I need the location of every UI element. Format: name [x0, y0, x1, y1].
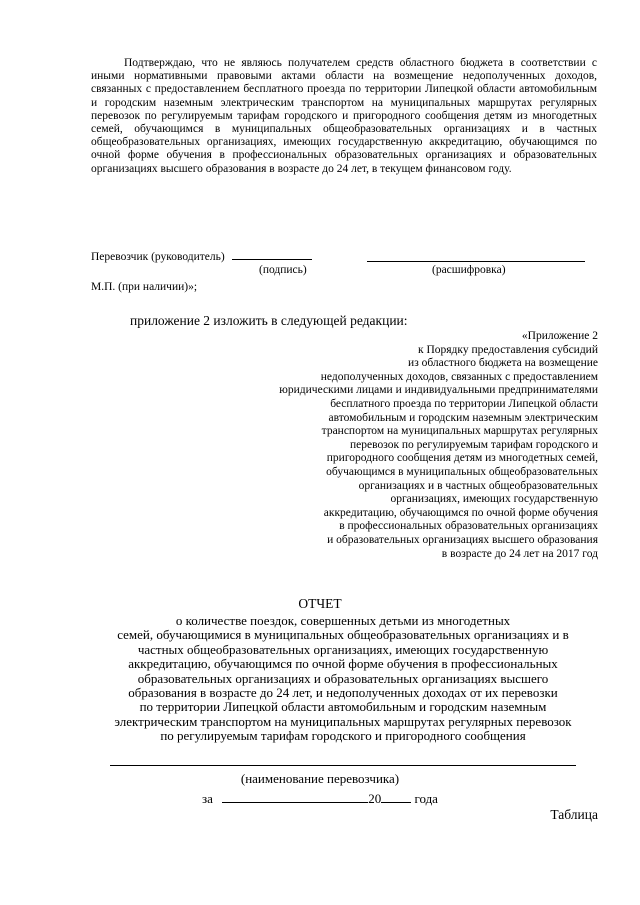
appendix-line: в возрасте до 24 лет на 2017 год — [441, 547, 598, 560]
period-suffix: года — [414, 791, 438, 806]
subtitle-line: семей, обучающимися в муниципальных общеобразовательных организациях и в — [117, 627, 569, 643]
carrier-name-caption: (наименование перевозчика) — [240, 771, 400, 786]
subtitle-line: частных общеобразовательных организациях, имеющих государственную — [137, 641, 549, 657]
appendix-line: бесплатного проезда по территории Липецкой области — [330, 397, 598, 410]
decoding-caption: (расшифровка) — [432, 264, 506, 276]
appendix-line: транспортом на муниципальных маршрутах регулярных — [321, 425, 598, 438]
subtitle-line: образования в возрасте до 24 лет, и недополученных доходах от их перевозки — [128, 685, 558, 701]
appendix-line: перевозок по регулируемым тарифам городского и — [350, 438, 598, 451]
period-blank — [222, 792, 368, 803]
carrier-signature-line — [91, 249, 312, 264]
carrier-label: Перевозчик (руководитель) — [91, 251, 225, 263]
decoding-blank — [367, 251, 585, 262]
appendix-line: юридическими лицами и индивидуальными предпринимателями — [279, 384, 598, 397]
subtitle-line: по территории Липецкой области автомобильным и городским наземным — [139, 699, 547, 715]
appendix-line: в профессиональных образовательных организациях — [339, 520, 598, 533]
appendix-line: и образовательных организациях высшего образования — [327, 533, 598, 546]
table-label: Таблица — [550, 807, 598, 822]
confirmation-paragraph: Подтверждаю, что не являюсь получателем средств областного бюджета в соответствии с иными нормативными правовыми актами области на возмещение недополученных доходов, связанных с предоставлением бесплатного проезда по территории Липецкой области автомобильным и городским наземным электрическим транспортом на муниципальных маршрутах регулярных перевозок по регулируемым тарифам городского и пригородного сообщения детям из многодетных семей, обучающимся в муниципальных общеобразовательных организациях и в частных общеобразовательных организациях, имеющих государственную аккредитацию, обучающимся по очной форме обучения в профессиональных образовательных организациях и образовательных организациях высшего образования в возрасте до 24 лет, в текущем финансовом году. — [91, 57, 597, 175]
signature-caption: (подпись) — [259, 264, 307, 276]
report-title: ОТЧЕТ — [298, 596, 342, 611]
year-blank — [381, 792, 411, 803]
subtitle-line: по регулируемым тарифам городского и пригородного сообщения — [160, 728, 526, 744]
carrier-name-line — [110, 765, 576, 766]
amendment-intro: приложение 2 изложить в следующей редакции: — [130, 313, 408, 328]
appendix-line: организациях и в частных общеобразовательных — [358, 479, 598, 492]
report-period — [0, 791, 640, 807]
appendix-line: аккредитацию, обучающимся по очной форме обучения — [323, 506, 598, 519]
subtitle-line: электрическим транспортом на муниципальных маршрутах регулярных перевозок — [114, 713, 572, 729]
appendix-line: организациях, имеющих государственную — [390, 493, 598, 506]
report-subtitle — [92, 614, 594, 744]
appendix-header — [238, 330, 598, 561]
appendix-line: автомобильным и городским наземным электрическим — [328, 411, 598, 424]
appendix-line: «Приложение 2 — [521, 330, 598, 342]
appendix-line: обучающимся в муниципальных общеобразовательных — [326, 465, 598, 478]
appendix-line: к Порядку предоставления субсидий — [418, 343, 598, 356]
subtitle-line: образовательных организациях и образовательных организациях высшего — [137, 670, 549, 686]
subtitle-line: о количестве поездок, совершенных детьми из многодетных — [175, 613, 511, 628]
appendix-line: недополученных доходов, связанных с предоставлением — [320, 370, 598, 383]
subtitle-line: аккредитацию, обучающимся по очной форме обучения в профессиональных — [128, 656, 558, 672]
stamp-label: М.П. (при наличии)»; — [91, 281, 198, 293]
period-year-prefix: 20 — [368, 791, 382, 806]
signature-blank — [232, 249, 312, 260]
period-prefix: за — [202, 791, 213, 806]
appendix-line: пригородного сообщения детям из многодетных семей, — [326, 452, 598, 465]
appendix-line: из областного бюджета на возмещение — [408, 357, 598, 370]
